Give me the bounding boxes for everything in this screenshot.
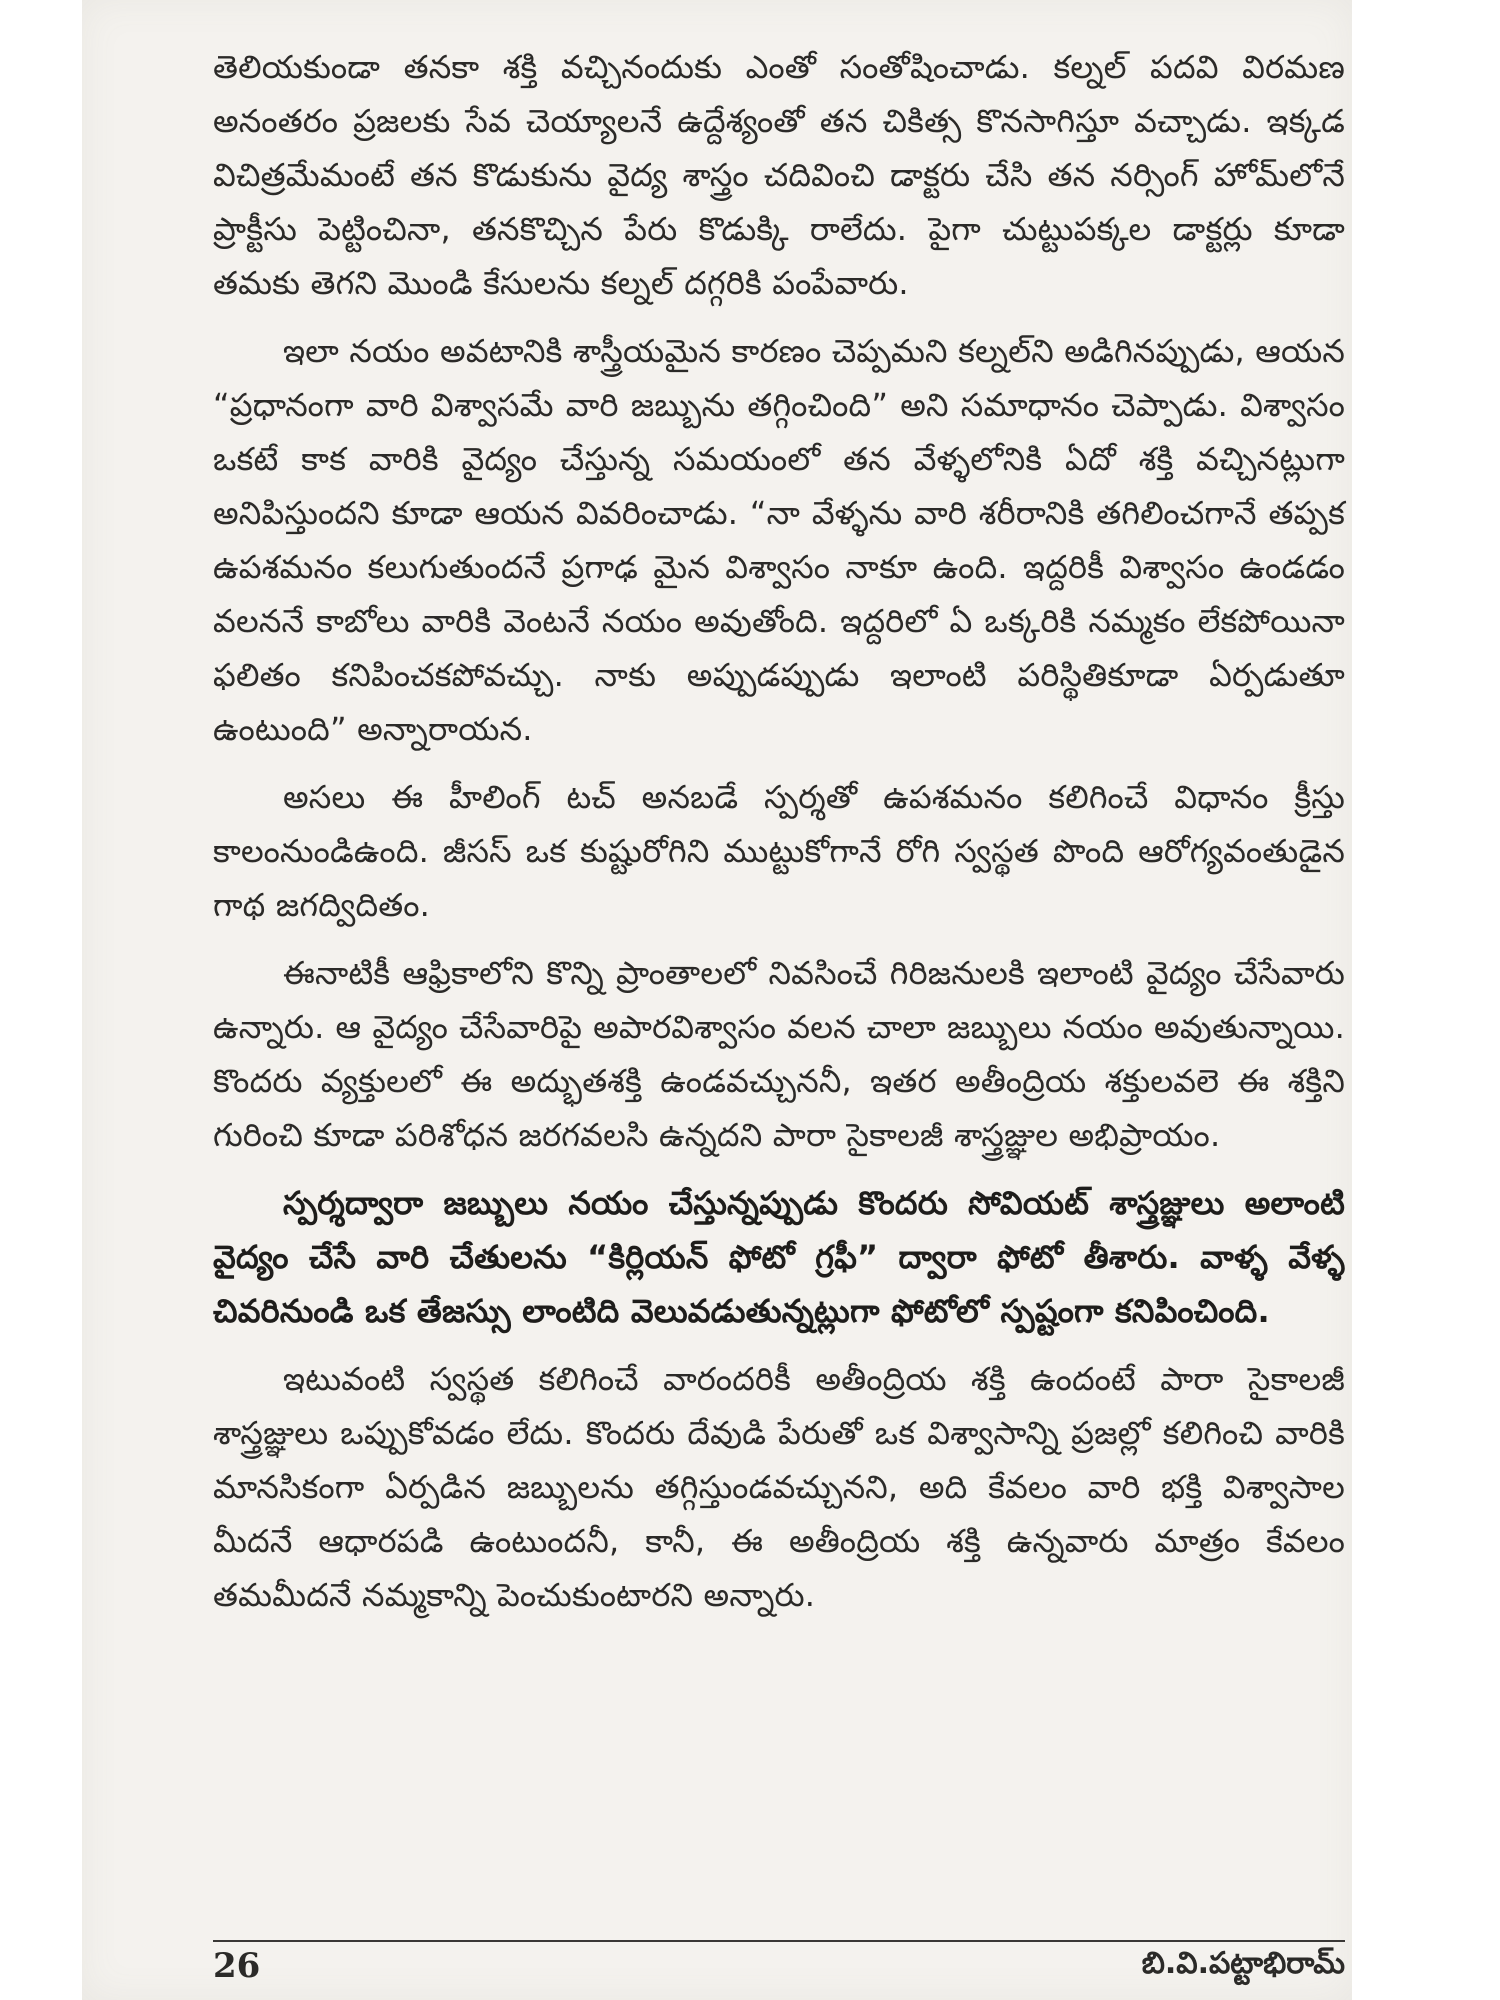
- author-name: బి.వి.పట్టాభిరామ్: [1141, 1946, 1345, 1981]
- paragraph-3: అసలు ఈ హీలింగ్ టచ్ అనబడే స్పర్శతో ఉపశమనం కలిగించే విధానం క్రీస్తు కాలంనుండిఉంది. జీసస్ ఒక కుష్టురోగిని ముట్టుకోగానే రోగి స్వస్థత పొంది ఆరోగ్యవంతుడైన గాథ జగద్విదితం.: [213, 778, 1345, 924]
- page-number: 26: [213, 1946, 261, 1986]
- paragraph-4: ఈనాటికీ ఆఫ్రికాలోని కొన్ని ప్రాంతాలలో నివసించే గిరిజనులకి ఇలాంటి వైద్యం చేసేవారు ఉన్నారు. ఆ వైద్యం చేసేవారిపై అపారవిశ్వాసం వలన చాలా జబ్బులు నయం అవుతున్నాయి. కొందరు వ్యక్తులలో ఈ అద్భుతశక్తి ఉండవచ్చుననీ, ఇతర అతీంద్రియ శక్తులవలె ఈ శక్తిని గురించి కూడా పరిశోధన జరగవలసి ఉన్నదని పారా సైకాలజీ శాస్త్రజ్ఞుల అభిప్రాయం.: [213, 954, 1345, 1154]
- paragraph-5-bold: స్పర్శద్వారా జబ్బులు నయం చేస్తున్నప్పుడు కొందరు సోవియట్ శాస్త్రజ్ఞులు అలాంటి వైద్యం చేసే వారి చేతులను “కిర్లియన్ ఫోటో గ్రఫీ” ద్వారా ఫోటో తీశారు. వాళ్ళ వేళ్ళ చివరినుండి ఒక తేజస్సు లాంటిది వెలువడుతున్నట్లుగా ఫోటోలో స్పష్టంగా కనిపించింది.: [213, 1184, 1345, 1330]
- paragraph-2: ఇలా నయం అవటానికి శాస్త్రీయమైన కారణం చెప్పమని కల్నల్‌ని అడిగినప్పుడు, ఆయన “ప్రధానంగా వారి విశ్వాసమే వారి జబ్బును తగ్గించింది” అని సమాధానం చెప్పాడు. విశ్వాసం ఒకటే కాక వారికి వైద్యం చేస్తున్న సమయంలో తన వేళ్ళలోనికి ఏదో శక్తి వచ్చినట్లుగా అనిపిస్తుందని కూడా ఆయన వివరించాడు. “నా వేళ్ళను వారి శరీరానికి తగిలించగానే తప్పక ఉపశమనం కలుగుతుందనే ప్రగాఢ మైన విశ్వాసం నాకూ ఉంది. ఇద్దరికీ విశ్వాసం ఉండడం వలననే కాబోలు వారికి వెంటనే నయం అవుతోంది. ఇద్దరిలో ఏ ఒక్కరికి నమ్మకం లేకపోయినా ఫలితం కనిపించకపోవచ్చు. నాకు అప్పుడప్పుడు ఇలాంటి పరిస్థితికూడా ఏర్పడుతూ ఉంటుంది” అన్నారాయన.: [213, 332, 1345, 748]
- paragraph-6: ఇటువంటి స్వస్థత కలిగించే వారందరికీ అతీంద్రియ శక్తి ఉందంటే పారా సైకాలజీ శాస్త్రజ్ఞులు ఒప్పుకోవడం లేదు. కొందరు దేవుడి పేరుతో ఒక విశ్వాసాన్ని ప్రజల్లో కలిగించి వారికి మానసికంగా ఏర్పడిన జబ్బులను తగ్గిస్తుండవచ్చునని, అది కేవలం వారి భక్తి విశ్వాసాల మీదనే ఆధారపడి ఉంటుందనీ, కానీ, ఈ అతీంద్రియ శక్తి ఉన్నవారు మాత్రం కేవలం తమమీదనే నమ్మకాన్ని పెంచుకుంటారని అన్నారు.: [213, 1360, 1345, 1614]
- body-text: [213, 40, 1345, 1636]
- paragraph-1: తెలియకుండా తనకా శక్తి వచ్చినందుకు ఎంతో సంతోషించాడు. కల్నల్ పదవి విరమణ అనంతరం ప్రజలకు సేవ చెయ్యాలనే ఉద్దేశ్యంతో తన చికిత్స కొనసాగిస్తూ వచ్చాడు. ఇక్కడ విచిత్రమేమంటే తన కొడుకును వైద్య శాస్త్రం చదివించి డాక్టరు చేసి తన నర్సింగ్ హోమ్‌లోనే ప్రాక్టీసు పెట్టించినా, తనకొచ్చిన పేరు కొడుక్కి రాలేదు. పైగా చుట్టుపక్కల డాక్టర్లు కూడా తమకు తెగని మొండి కేసులను కల్నల్ దగ్గరికి పంపేవారు.: [213, 48, 1345, 302]
- footer-rule: [213, 1940, 1345, 1942]
